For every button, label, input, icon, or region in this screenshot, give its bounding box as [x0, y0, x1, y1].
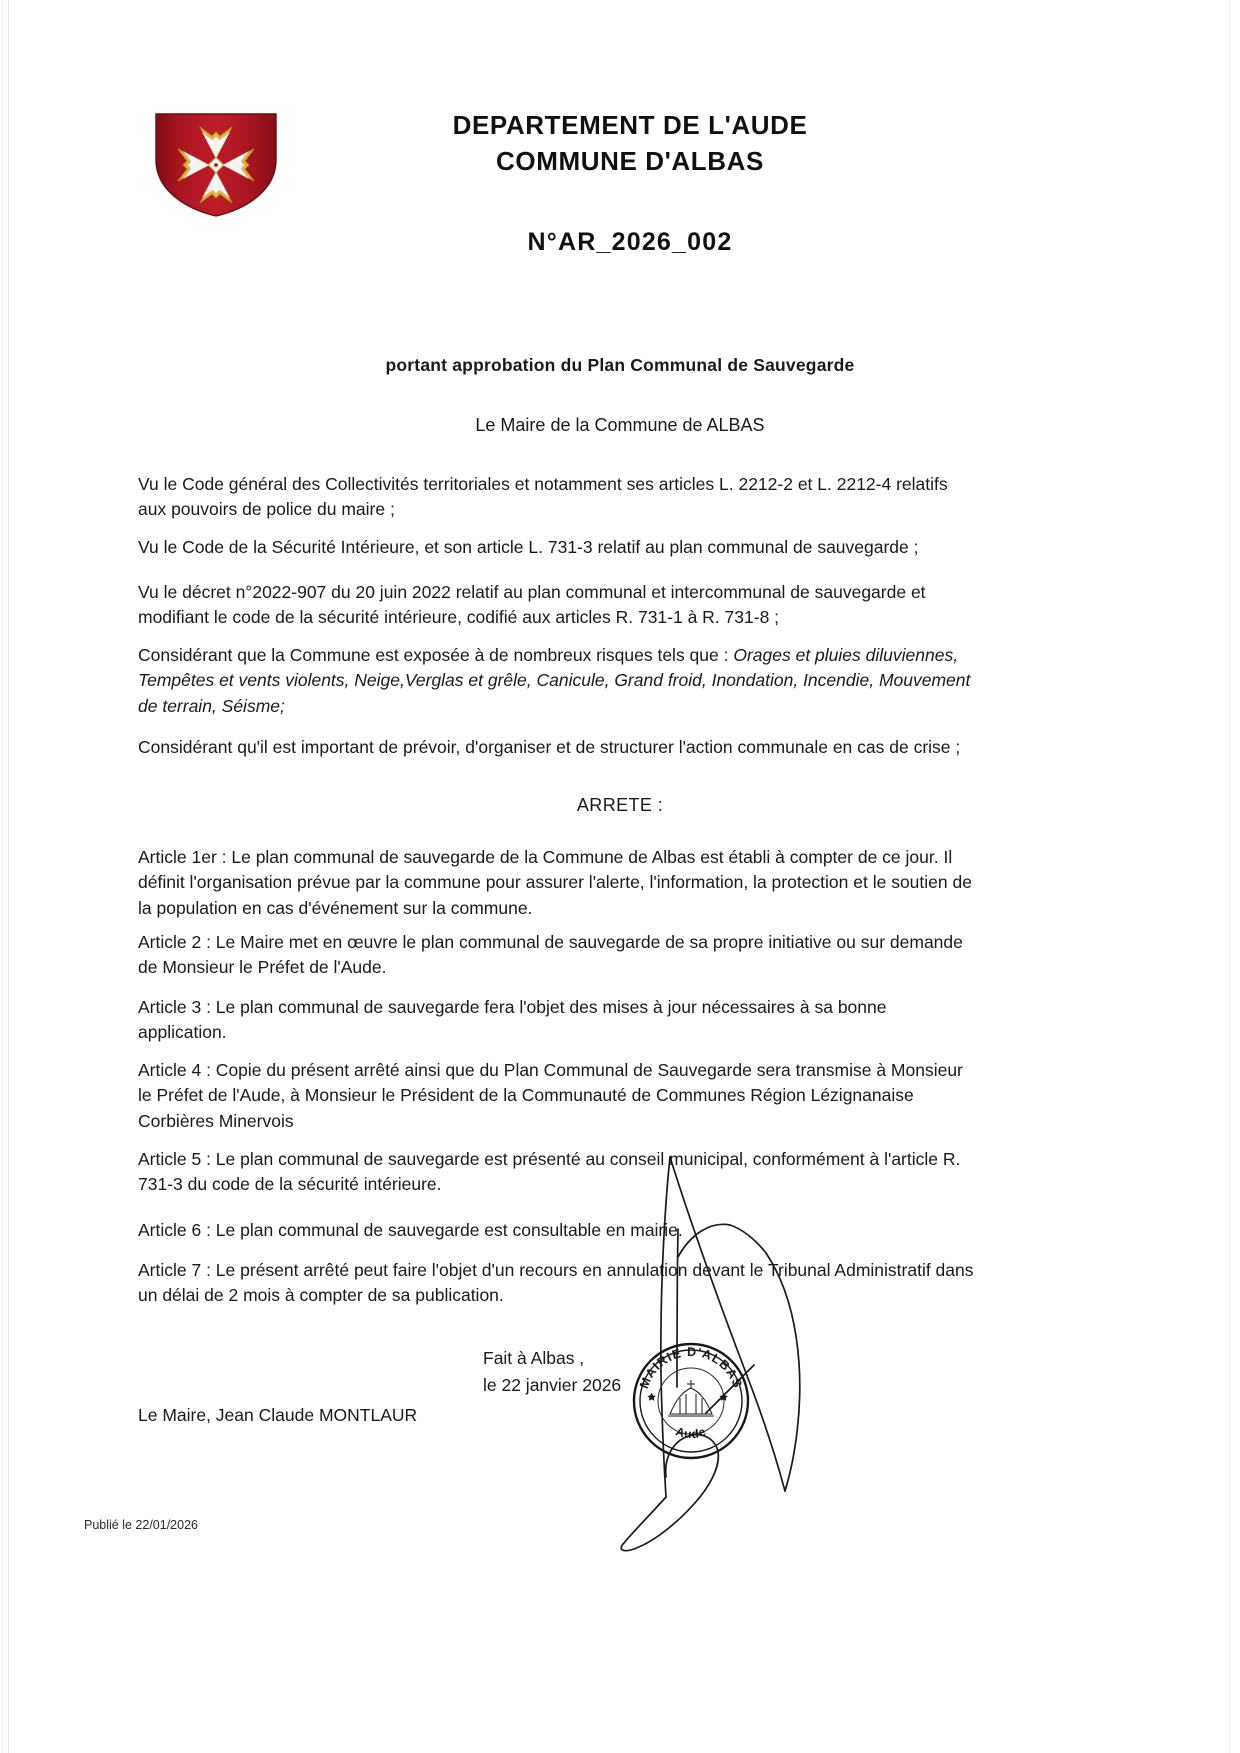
article-2: Article 2 : Le Maire met en œuvre le plan communal de sauvegarde de sa propre initiative ou sur demande de Monsieur le Préfet de l'Aude.: [138, 932, 963, 978]
article-5: Article 5 : Le plan communal de sauvegarde est présenté au conseil municipal, conformément à l'article R. 731-3 du code de la sécurité intérieure.: [138, 1149, 961, 1195]
page-title: [300, 108, 960, 180]
signatory-name: Le Maire, Jean Claude MONTLAUR: [138, 1405, 418, 1425]
svg-text:Aude: [674, 1424, 708, 1441]
decree-subject: portant approbation du Plan Communal de Sauvegarde: [385, 355, 855, 375]
article-3: Article 3 : Le plan communal de sauvegarde fera l'objet des mises à jour nécessaires à sa bonne application.: [138, 997, 887, 1043]
decree-keyword: ARRETE :: [576, 795, 664, 815]
considerant-risks-list: Orages et pluies diluviennes, Tempêtes et vents violents, Neige,Verglas et grêle, Canicule, Grand froid, Inondation, Incendie, Mouvement de terrain, Séisme;: [138, 645, 971, 716]
official-stamp: [628, 1338, 754, 1464]
considerant-risks: [138, 643, 978, 719]
article-1: Article 1er : Le plan communal de sauvegarde de la Commune de Albas est établi à compter de ce jour. Il définit l'organisation prévue par la commune pour assurer l'alerte, l'information, la protection et le soutien de la population en cas d'événement sur la commune.: [138, 847, 972, 918]
decree-reference-number: N°AR_2026_002: [527, 228, 733, 256]
publication-footer: Publié le 22/01/2026: [84, 1518, 198, 1532]
article-7: Article 7 : Le présent arrêté peut faire l'objet d'un recours en annulation devant le Tribunal Administratif dans un délai de 2 mois à compter de sa publication.: [138, 1260, 974, 1306]
stamp-bottom-text: Aude: [673, 1424, 709, 1442]
title-department: DEPARTEMENT DE L'AUDE: [452, 110, 808, 140]
considerant-crise: Considérant qu'il est important de prévoir, d'organiser et de structurer l'action communale en cas de crise ;: [138, 737, 961, 757]
recital-2: Vu le Code de la Sécurité Intérieure, et son article L. 731-3 relatif au plan communal de sauvegarde ;: [138, 537, 919, 557]
article-6: Article 6 : Le plan communal de sauvegarde est consultable en mairie.: [138, 1220, 683, 1240]
considerant-risks-intro: Considérant que la Commune est exposée à de nombreux risques tels que :: [138, 645, 734, 665]
signature-place-date: [483, 1345, 621, 1399]
title-commune: COMMUNE D'ALBAS: [496, 145, 764, 176]
signature-place: Fait à Albas ,: [483, 1348, 585, 1368]
recital-3: Vu le décret n°2022-907 du 20 juin 2022 relatif au plan communal et intercommunal de sauvegarde et modifiant le code de la sécurité intérieure, codifié aux articles R. 731-1 à R. 731-8 ;: [138, 582, 926, 628]
coat-of-arms-icon: [150, 110, 282, 218]
article-4: Article 4 : Copie du présent arrêté ainsi que du Plan Communal de Sauvegarde sera transmise à Monsieur le Préfet de l'Aude, à Monsieur le Président de la Communauté de Communes Région Lézignanaise Corbières Minervois: [138, 1060, 963, 1131]
recital-1: Vu le Code général des Collectivités territoriales et notamment ses articles L. 2212-2 et L. 2212-4 relatifs aux pouvoirs de police du maire ;: [138, 474, 948, 520]
issuing-authority: Le Maire de la Commune de ALBAS: [475, 415, 765, 435]
stamp-top-text: MAIRIE D'ALBAS: [636, 1344, 746, 1391]
signature-date: le 22 janvier 2026: [483, 1375, 622, 1396]
